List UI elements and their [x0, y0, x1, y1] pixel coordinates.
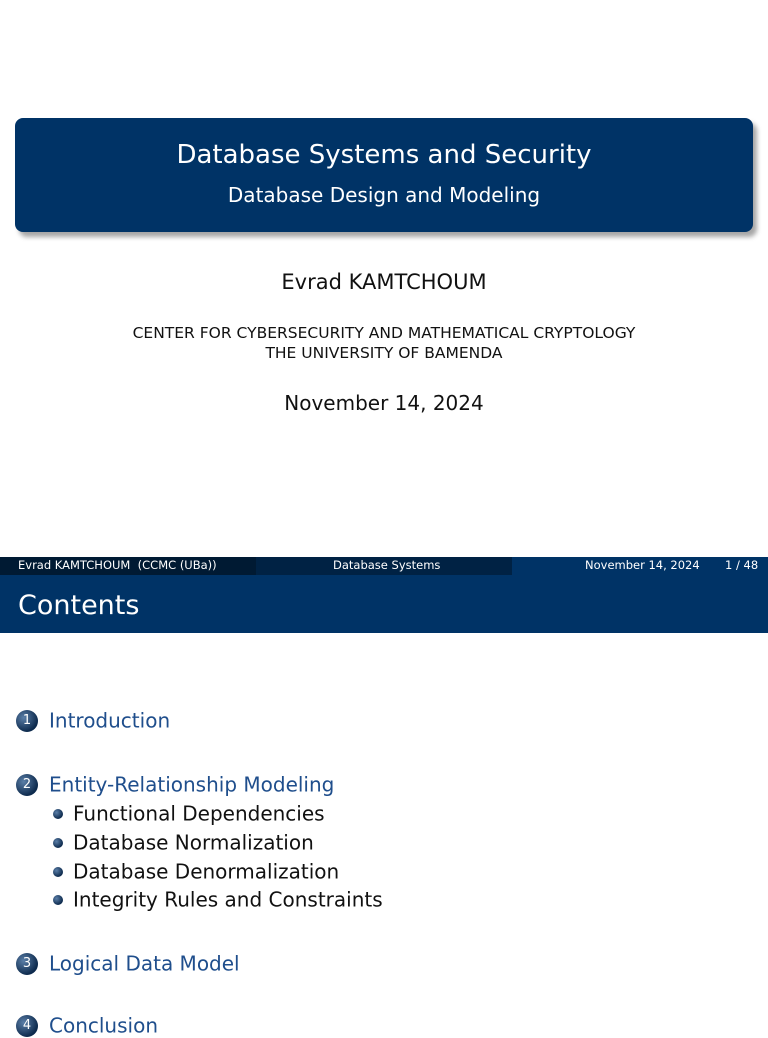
bullet-icon: [53, 895, 63, 905]
bullet-icon: [53, 867, 63, 877]
section-number-badge: 4: [16, 1015, 38, 1037]
footer-left: [0, 557, 256, 575]
toc-subsection-functional-dependencies[interactable]: [53, 800, 325, 826]
bullet-icon: [53, 838, 63, 848]
section-number-badge: 3: [16, 953, 38, 975]
footer-page-number: 1 / 48: [725, 558, 759, 572]
toc-section-logical-data-model[interactable]: [16, 950, 240, 976]
footer-short-title: Database Systems: [333, 558, 441, 572]
footer-author: Evrad KAMTCHOUM (CCMC (UBa)): [18, 558, 217, 572]
footer-bar: [0, 557, 768, 575]
section-number-badge: 2: [16, 774, 38, 796]
section-number-badge: 1: [16, 710, 38, 732]
toc-subsection-label: Database Normalization: [73, 830, 314, 855]
toc-section-label: Entity-Relationship Modeling: [49, 772, 335, 797]
footer-center: [256, 557, 512, 575]
footer-right: [512, 557, 768, 575]
toc-subsection-integrity-rules[interactable]: [53, 886, 383, 912]
toc-section-introduction[interactable]: [16, 707, 170, 733]
toc-subsection-label: Functional Dependencies: [73, 801, 325, 826]
institution-line-2: THE UNIVERSITY OF BAMENDA: [265, 344, 503, 362]
toc-subsection-denormalization[interactable]: [53, 858, 339, 884]
author-name: Evrad KAMTCHOUM: [281, 270, 487, 294]
slide-title: Database Systems and Security: [176, 140, 592, 170]
title-block: [15, 118, 753, 232]
toc-subsection-label: Database Denormalization: [73, 859, 340, 884]
toc-subsection-normalization[interactable]: [53, 829, 314, 855]
contents-header: [0, 575, 768, 633]
toc-section-er-modeling[interactable]: [16, 771, 334, 797]
toc-subsection-label: Integrity Rules and Constraints: [73, 887, 383, 912]
bullet-icon: [53, 809, 63, 819]
institution-line-1: CENTER FOR CYBERSECURITY AND MATHEMATICAL CRYPTOLOGY: [132, 324, 636, 342]
toc-section-label: Introduction: [49, 708, 171, 733]
toc-section-conclusion[interactable]: [16, 1012, 158, 1038]
presentation-date: November 14, 2024: [284, 391, 484, 415]
contents-title: Contents: [18, 590, 140, 621]
slide-subtitle: Database Design and Modeling: [227, 183, 541, 207]
footer-date: November 14, 2024: [585, 558, 700, 572]
toc-section-label: Conclusion: [49, 1013, 158, 1038]
toc-section-label: Logical Data Model: [49, 951, 240, 976]
